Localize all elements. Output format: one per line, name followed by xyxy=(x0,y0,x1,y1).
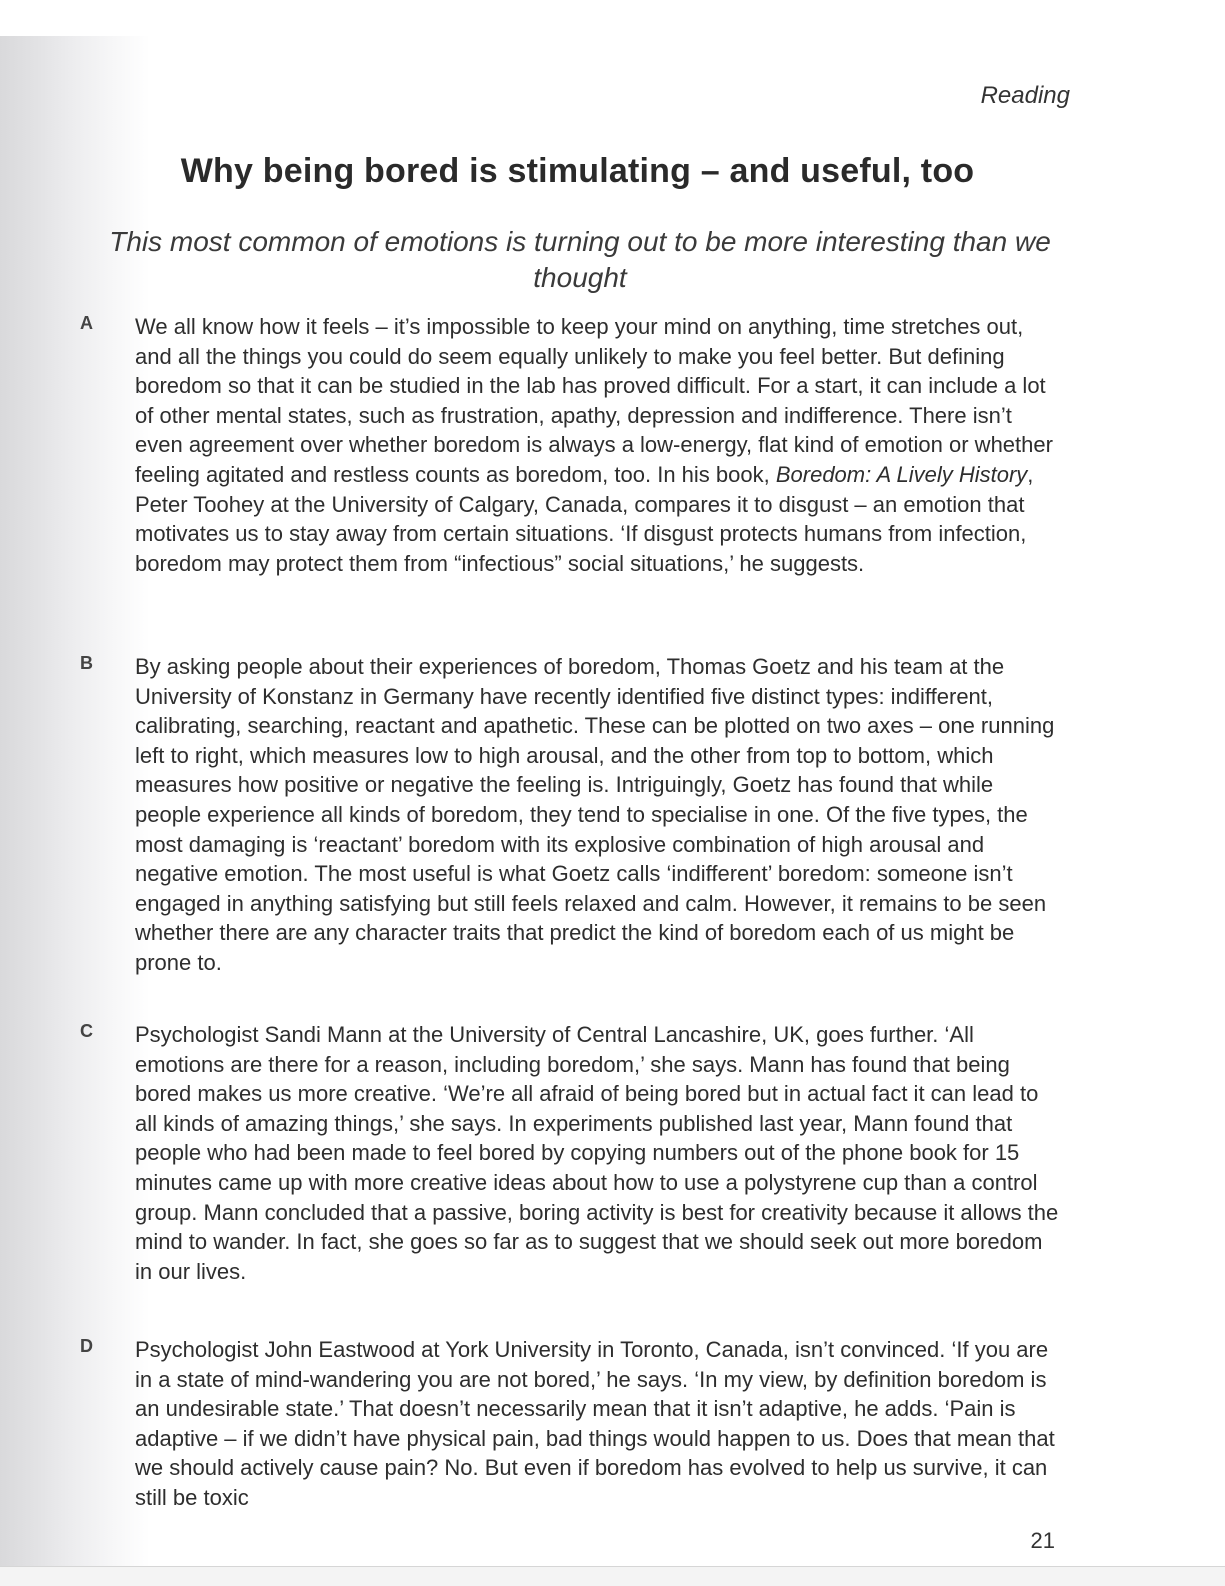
book-title: Boredom: A Lively History xyxy=(775,461,1028,487)
paragraph-body: By asking people about their experiences of boredom, Thomas Goetz and his team at the University of Konstanz in Germany have recently identified five distinct types: indifferent, calibrating, searching, reactant and apathetic. These can be plotted on two axes – one running left to right, which measures low to high arousal, and the other from top to bottom, which measures how positive or negative the feeling is. Intriguingly, Goetz has found that while people experience all kinds of boredom, they tend to specialise in one. Of the five types, the most damaging is ‘reactant’ boredom with its explosive combination of high arousal and negative emotion. The most useful is what Goetz calls ‘indifferent’ boredom: someone isn’t engaged in anything satisfying but still feels relaxed and calm. However, it remains to be seen whether there are any character traits that predict the kind of boredom each of us might be prone to. xyxy=(135,654,1055,975)
paragraph-letter: A xyxy=(80,313,93,333)
paragraph-body: Psychologist John Eastwood at York University in Toronto, Canada, isn’t convinced. ‘If you are in a state of mind-wandering you are not bored,’ he says. ‘In my view, by definition boredom is an undesirable state.’ That doesn’t necessarily mean that it isn’t adaptive, he adds. ‘Pain is adaptive – if we didn’t have physical pain, bad things would happen to us. Does that mean that we should actively cause pain? No. But even if boredom has evolved to help us survive, it can still be toxic xyxy=(135,1337,1055,1510)
paragraph-text: We all know how it feels – it’s impossible to keep your mind on anything, time stretches out, and all the things you could do seem equally unlikely to make you feel better. But defining boredom so that it can be studied in the lab has proved difficult. For a start, it can include a lot of other mental states, such as frustration, apathy, depression and indifference. There isn’t even agreement over whether boredom is always a low-energy, flat kind of emotion or whether feeling agitated and restless counts as boredom, too. In his book, xyxy=(135,314,1053,487)
paragraph-a xyxy=(80,312,1060,578)
page-number: 21 xyxy=(1030,1528,1055,1553)
article-title: Why being bored is stimulating – and useful, too xyxy=(180,152,975,190)
article-subtitle: This most common of emotions is turning out to be more interesting than we thought xyxy=(109,226,1051,293)
paragraph-text: , Peter Toohey at the University of Calgary, Canada, compares it to disgust – an emotion that motivates us to stay away from certain situations. ‘If disgust protects humans from infection, boredom may protect them from “infectious” social situations,’ he suggests. xyxy=(135,461,1034,576)
paragraph-body xyxy=(135,312,1060,578)
paragraph-letter: D xyxy=(80,1336,93,1356)
paragraph-b xyxy=(80,652,1060,978)
scan-bottom-edge xyxy=(0,1566,1225,1586)
paragraph-letter: B xyxy=(80,653,93,673)
paragraph-letter: C xyxy=(80,1021,93,1041)
paragraph-d xyxy=(80,1335,1060,1513)
section-header: Reading xyxy=(980,82,1070,109)
paragraph-c xyxy=(80,1020,1060,1286)
paragraph-body: Psychologist Sandi Mann at the University of Central Lancashire, UK, goes further. ‘All emotions are there for a reason, including boredom,’ she says. Mann has found that being bored makes us more creative. ‘We’re all afraid of being bored but in actual fact it can lead to all kinds of amazing things,’ she says. In experiments published last year, Mann found that people who had been made to feel bored by copying numbers out of the phone book for 15 minutes came up with more creative ideas about how to use a polystyrene cup than a control group. Mann concluded that a passive, boring activity is best for creativity because it allows the mind to wander. In fact, she goes so far as to suggest that we should seek out more boredom in our lives. xyxy=(135,1022,1059,1284)
